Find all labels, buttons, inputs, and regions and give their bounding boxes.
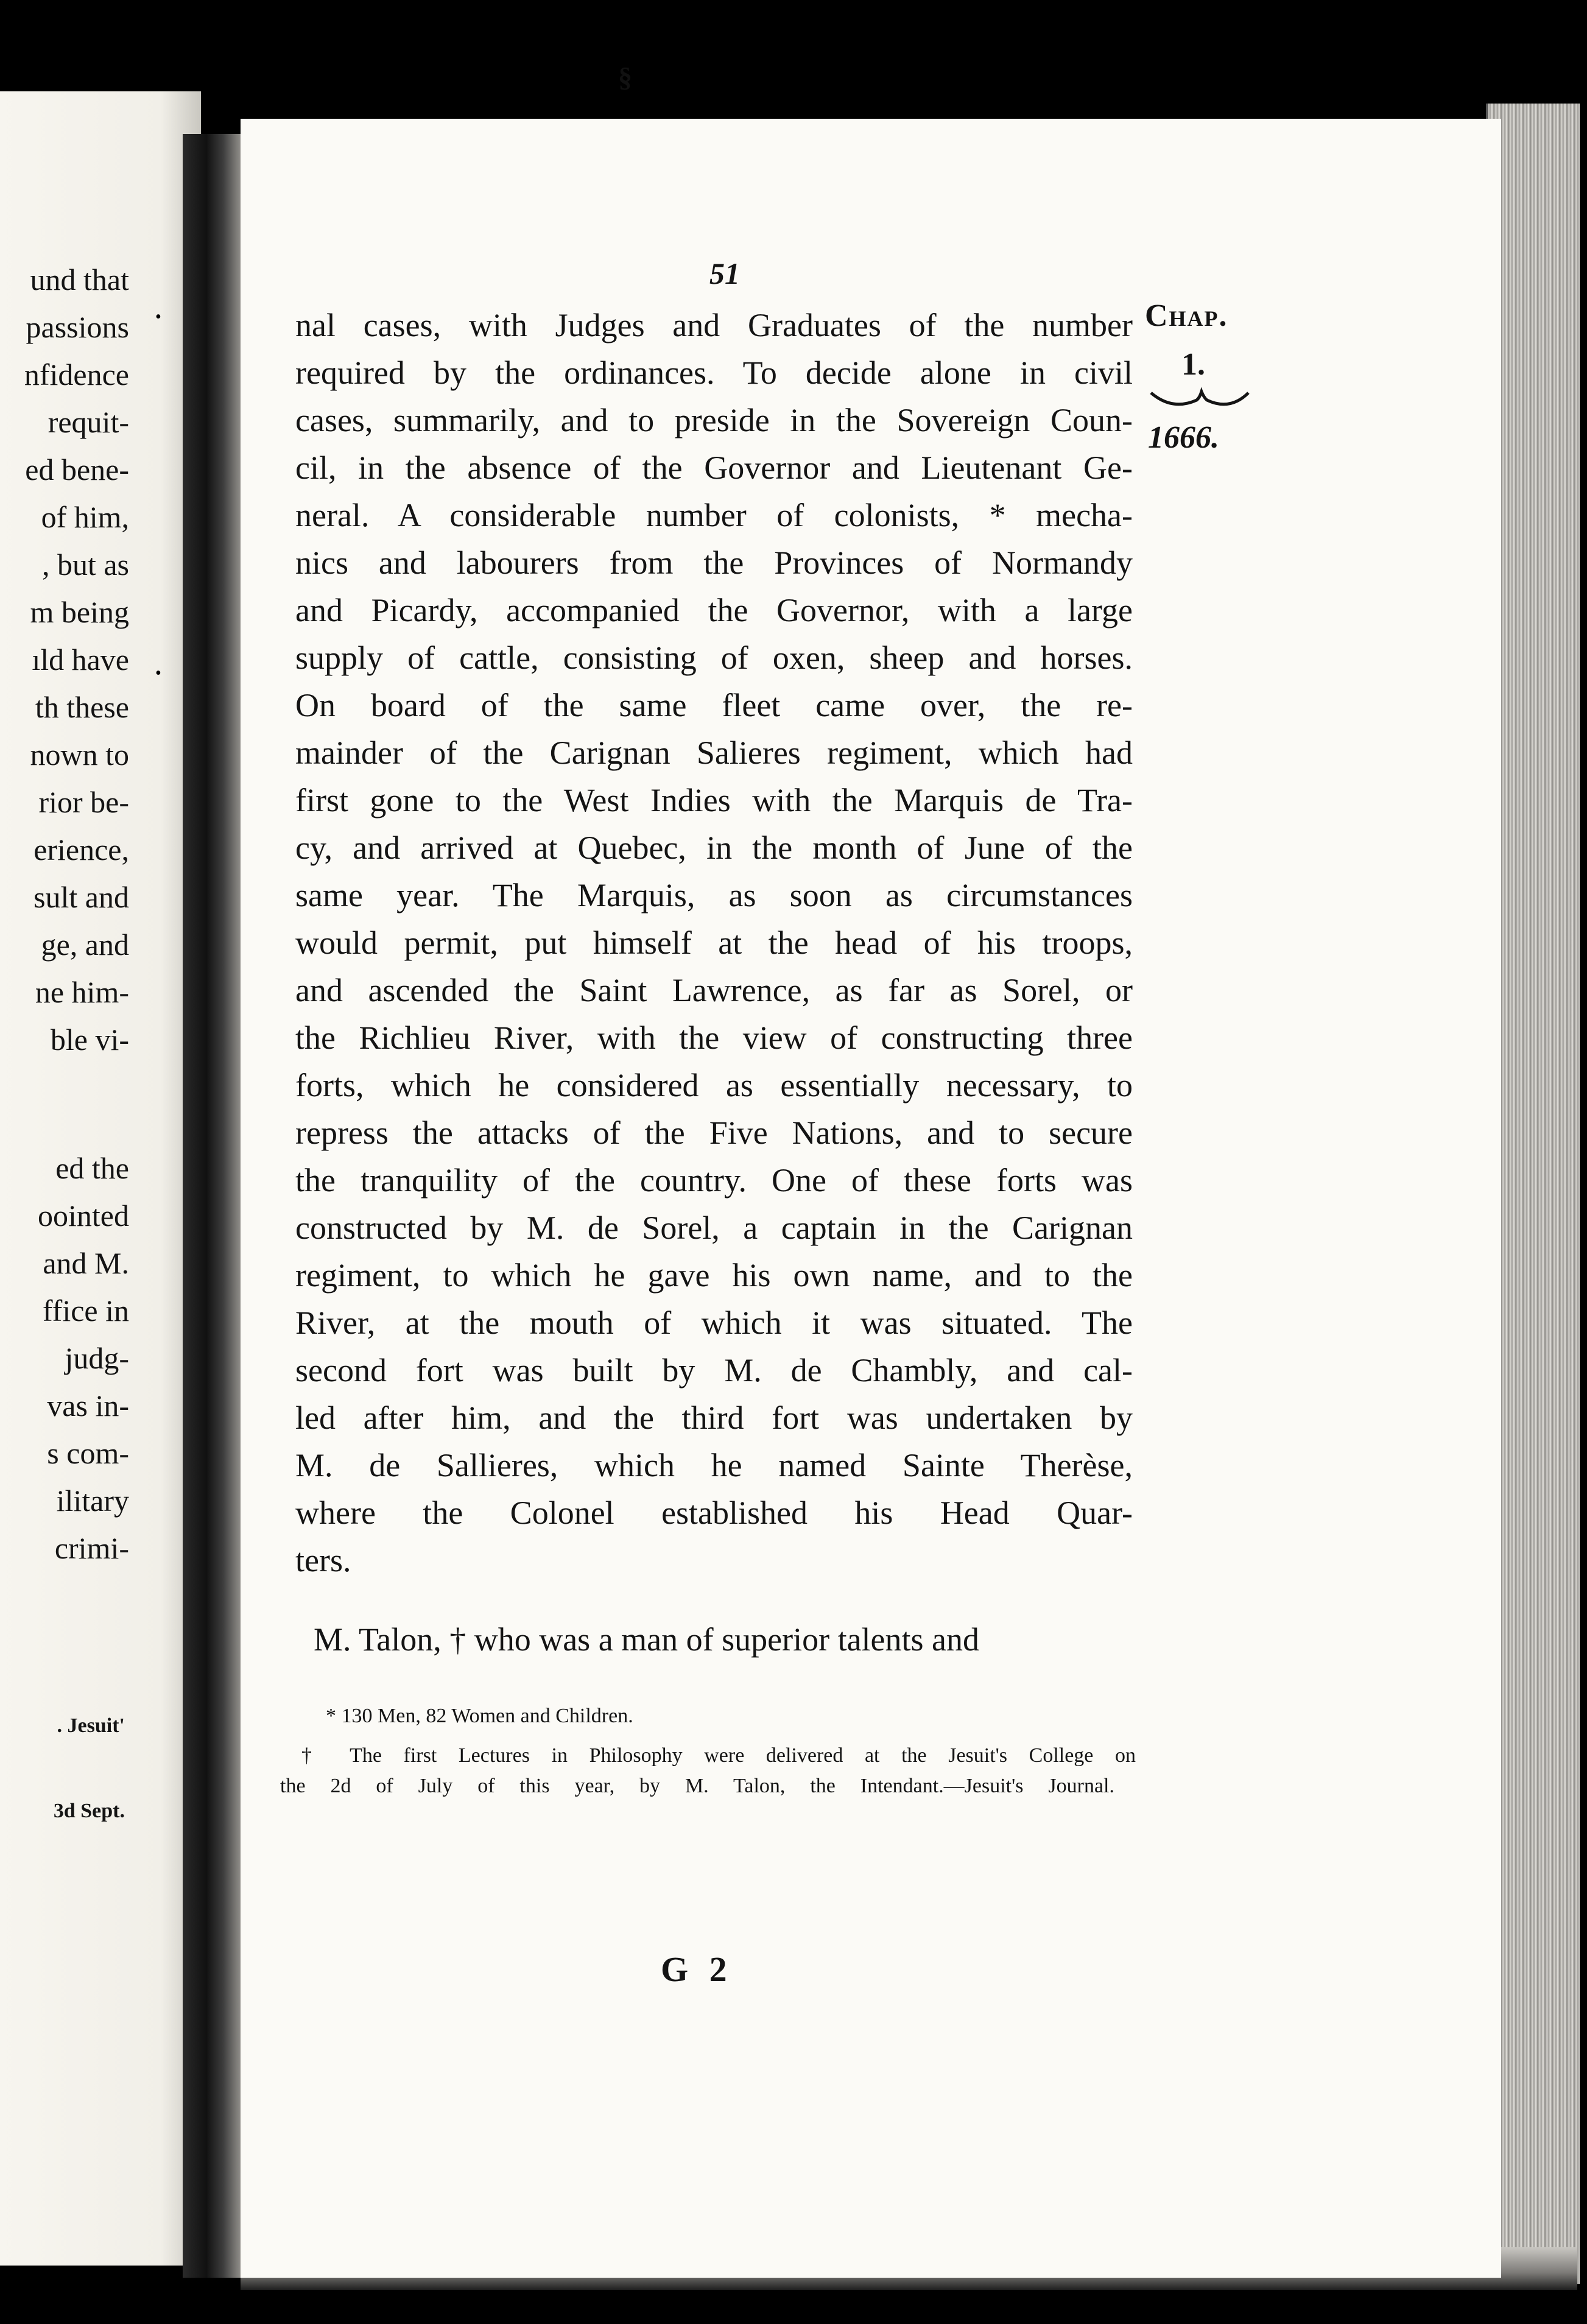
body-line: cil, in the absence of the Governor and Lieutenant Ge- bbox=[295, 449, 1133, 486]
body-line: River, at the mouth of which it was situated. The bbox=[295, 1305, 1133, 1341]
body-line: On board of the same fleet came over, the re- bbox=[295, 687, 1133, 724]
left-fragment-line: passions bbox=[26, 310, 129, 344]
left-page bbox=[0, 91, 201, 2266]
body-line: the tranquility of the country. One of these forts was bbox=[295, 1162, 1133, 1199]
body-line: and ascended the Saint Lawrence, as far as Sorel, or bbox=[295, 972, 1133, 1009]
body-line: would permit, put himself at the head of his troops, bbox=[295, 924, 1133, 961]
left-fragment-line: rior be- bbox=[38, 785, 129, 819]
scan-speck: • bbox=[155, 664, 161, 683]
book-gutter bbox=[183, 134, 250, 2278]
left-fragment-line: und that bbox=[30, 262, 129, 297]
left-fragment-line: ed bene- bbox=[25, 452, 129, 487]
body-line: repress the attacks of the Five Nations, and to secure bbox=[295, 1114, 1133, 1151]
left-fragment-line: ilitary bbox=[56, 1484, 129, 1518]
body-line: forts, which he considered as essentially necessary, to bbox=[295, 1067, 1133, 1104]
footnote-line: † The first Lectures in Philosophy were delivered at the Jesuit's College on bbox=[301, 1744, 1136, 1767]
body-line: constructed by M. de Sorel, a captain in the Carignan bbox=[295, 1210, 1133, 1246]
left-fragment-line: nown to bbox=[30, 738, 129, 772]
left-fragment-line: erience, bbox=[33, 833, 129, 867]
body-line: and Picardy, accompanied the Governor, with a large bbox=[295, 592, 1133, 629]
scan-speck: ǀ bbox=[508, 0, 512, 19]
left-fragment-line: judg- bbox=[65, 1341, 129, 1375]
body-line: second fort was built by M. de Chambly, and cal- bbox=[295, 1352, 1133, 1389]
margin-chapter-label: Chap. bbox=[1145, 298, 1228, 333]
left-fragment-line: of him, bbox=[41, 500, 129, 534]
body-line: cases, summarily, and to preside in the Sovereign Coun- bbox=[295, 402, 1133, 438]
margin-year: 1666. bbox=[1148, 420, 1219, 455]
left-fragment-line: ffice in bbox=[42, 1294, 129, 1328]
left-fragment-line: ıld have bbox=[32, 643, 129, 677]
left-fragment-line: oointed bbox=[38, 1199, 129, 1233]
left-fragment-line: and M. bbox=[43, 1246, 129, 1280]
page-number: 51 bbox=[709, 256, 740, 290]
paragraph-opening-line: M. Talon, † who was a man of superior talents and bbox=[314, 1621, 979, 1658]
left-fragment-line: ne him- bbox=[35, 975, 129, 1009]
body-line: M. de Sallieres, which he named Sainte Therèse, bbox=[295, 1447, 1133, 1484]
left-fragment-line: th these bbox=[35, 690, 129, 724]
body-line: supply of cattle, consisting of oxen, sheep and horses. bbox=[295, 639, 1133, 676]
body-line: first gone to the West Indies with the Marquis de Tra- bbox=[295, 782, 1133, 819]
left-fragment-line: , but as bbox=[41, 548, 129, 582]
body-line: mainder of the Carignan Salieres regiment, which had bbox=[295, 734, 1133, 771]
body-line: regiment, to which he gave his own name, and to the bbox=[295, 1257, 1133, 1294]
margin-chapter-number: 1. bbox=[1181, 347, 1205, 382]
body-line: required by the ordinances. To decide alone in civil bbox=[295, 354, 1133, 391]
body-line: ters. bbox=[295, 1542, 351, 1579]
left-fragment-line: ed the bbox=[55, 1151, 129, 1185]
left-fragment-line: ble vi- bbox=[50, 1023, 129, 1057]
signature-mark: G 2 bbox=[661, 1949, 733, 1989]
left-fragment-line: vas in- bbox=[47, 1389, 129, 1423]
body-line: led after him, and the third fort was undertaken by bbox=[295, 1400, 1133, 1436]
left-fragment-line: s com- bbox=[47, 1436, 129, 1470]
left-fragment-line: ge, and bbox=[41, 928, 129, 962]
left-fragment-line: sult and bbox=[33, 880, 129, 914]
body-line: same year. The Marquis, as soon as circumstances bbox=[295, 877, 1133, 914]
scan-speck: • bbox=[155, 308, 161, 326]
left-fragment-line: requit- bbox=[48, 405, 129, 439]
margin-brace-icon bbox=[1148, 387, 1251, 417]
footnote-line: * 130 Men, 82 Women and Children. bbox=[326, 1705, 633, 1727]
body-line: nal cases, with Judges and Graduates of the number bbox=[295, 307, 1133, 343]
body-line: cy, and arrived at Quebec, in the month of June of the bbox=[295, 829, 1133, 866]
left-note-fragment: 3d Sept. bbox=[53, 1800, 125, 1822]
left-fragment-line: m being bbox=[30, 595, 129, 629]
body-line: the Richlieu River, with the view of constructing three bbox=[295, 1019, 1133, 1056]
left-fragment-line: crimi- bbox=[54, 1531, 129, 1565]
left-note-fragment: . Jesuit' bbox=[57, 1714, 125, 1737]
body-line: neral. A considerable number of colonists, * mecha- bbox=[295, 497, 1133, 533]
left-fragment-line: nfidence bbox=[24, 357, 129, 392]
right-page bbox=[241, 119, 1501, 2278]
footnote-line: the 2d of July of this year, by M. Talon, the Intendant.—Jesuit's Journal. bbox=[280, 1775, 1114, 1797]
body-line: where the Colonel established his Head Quar- bbox=[295, 1495, 1133, 1531]
body-line: nics and labourers from the Provinces of Normandy bbox=[295, 544, 1133, 581]
top-mark: § bbox=[618, 62, 632, 93]
